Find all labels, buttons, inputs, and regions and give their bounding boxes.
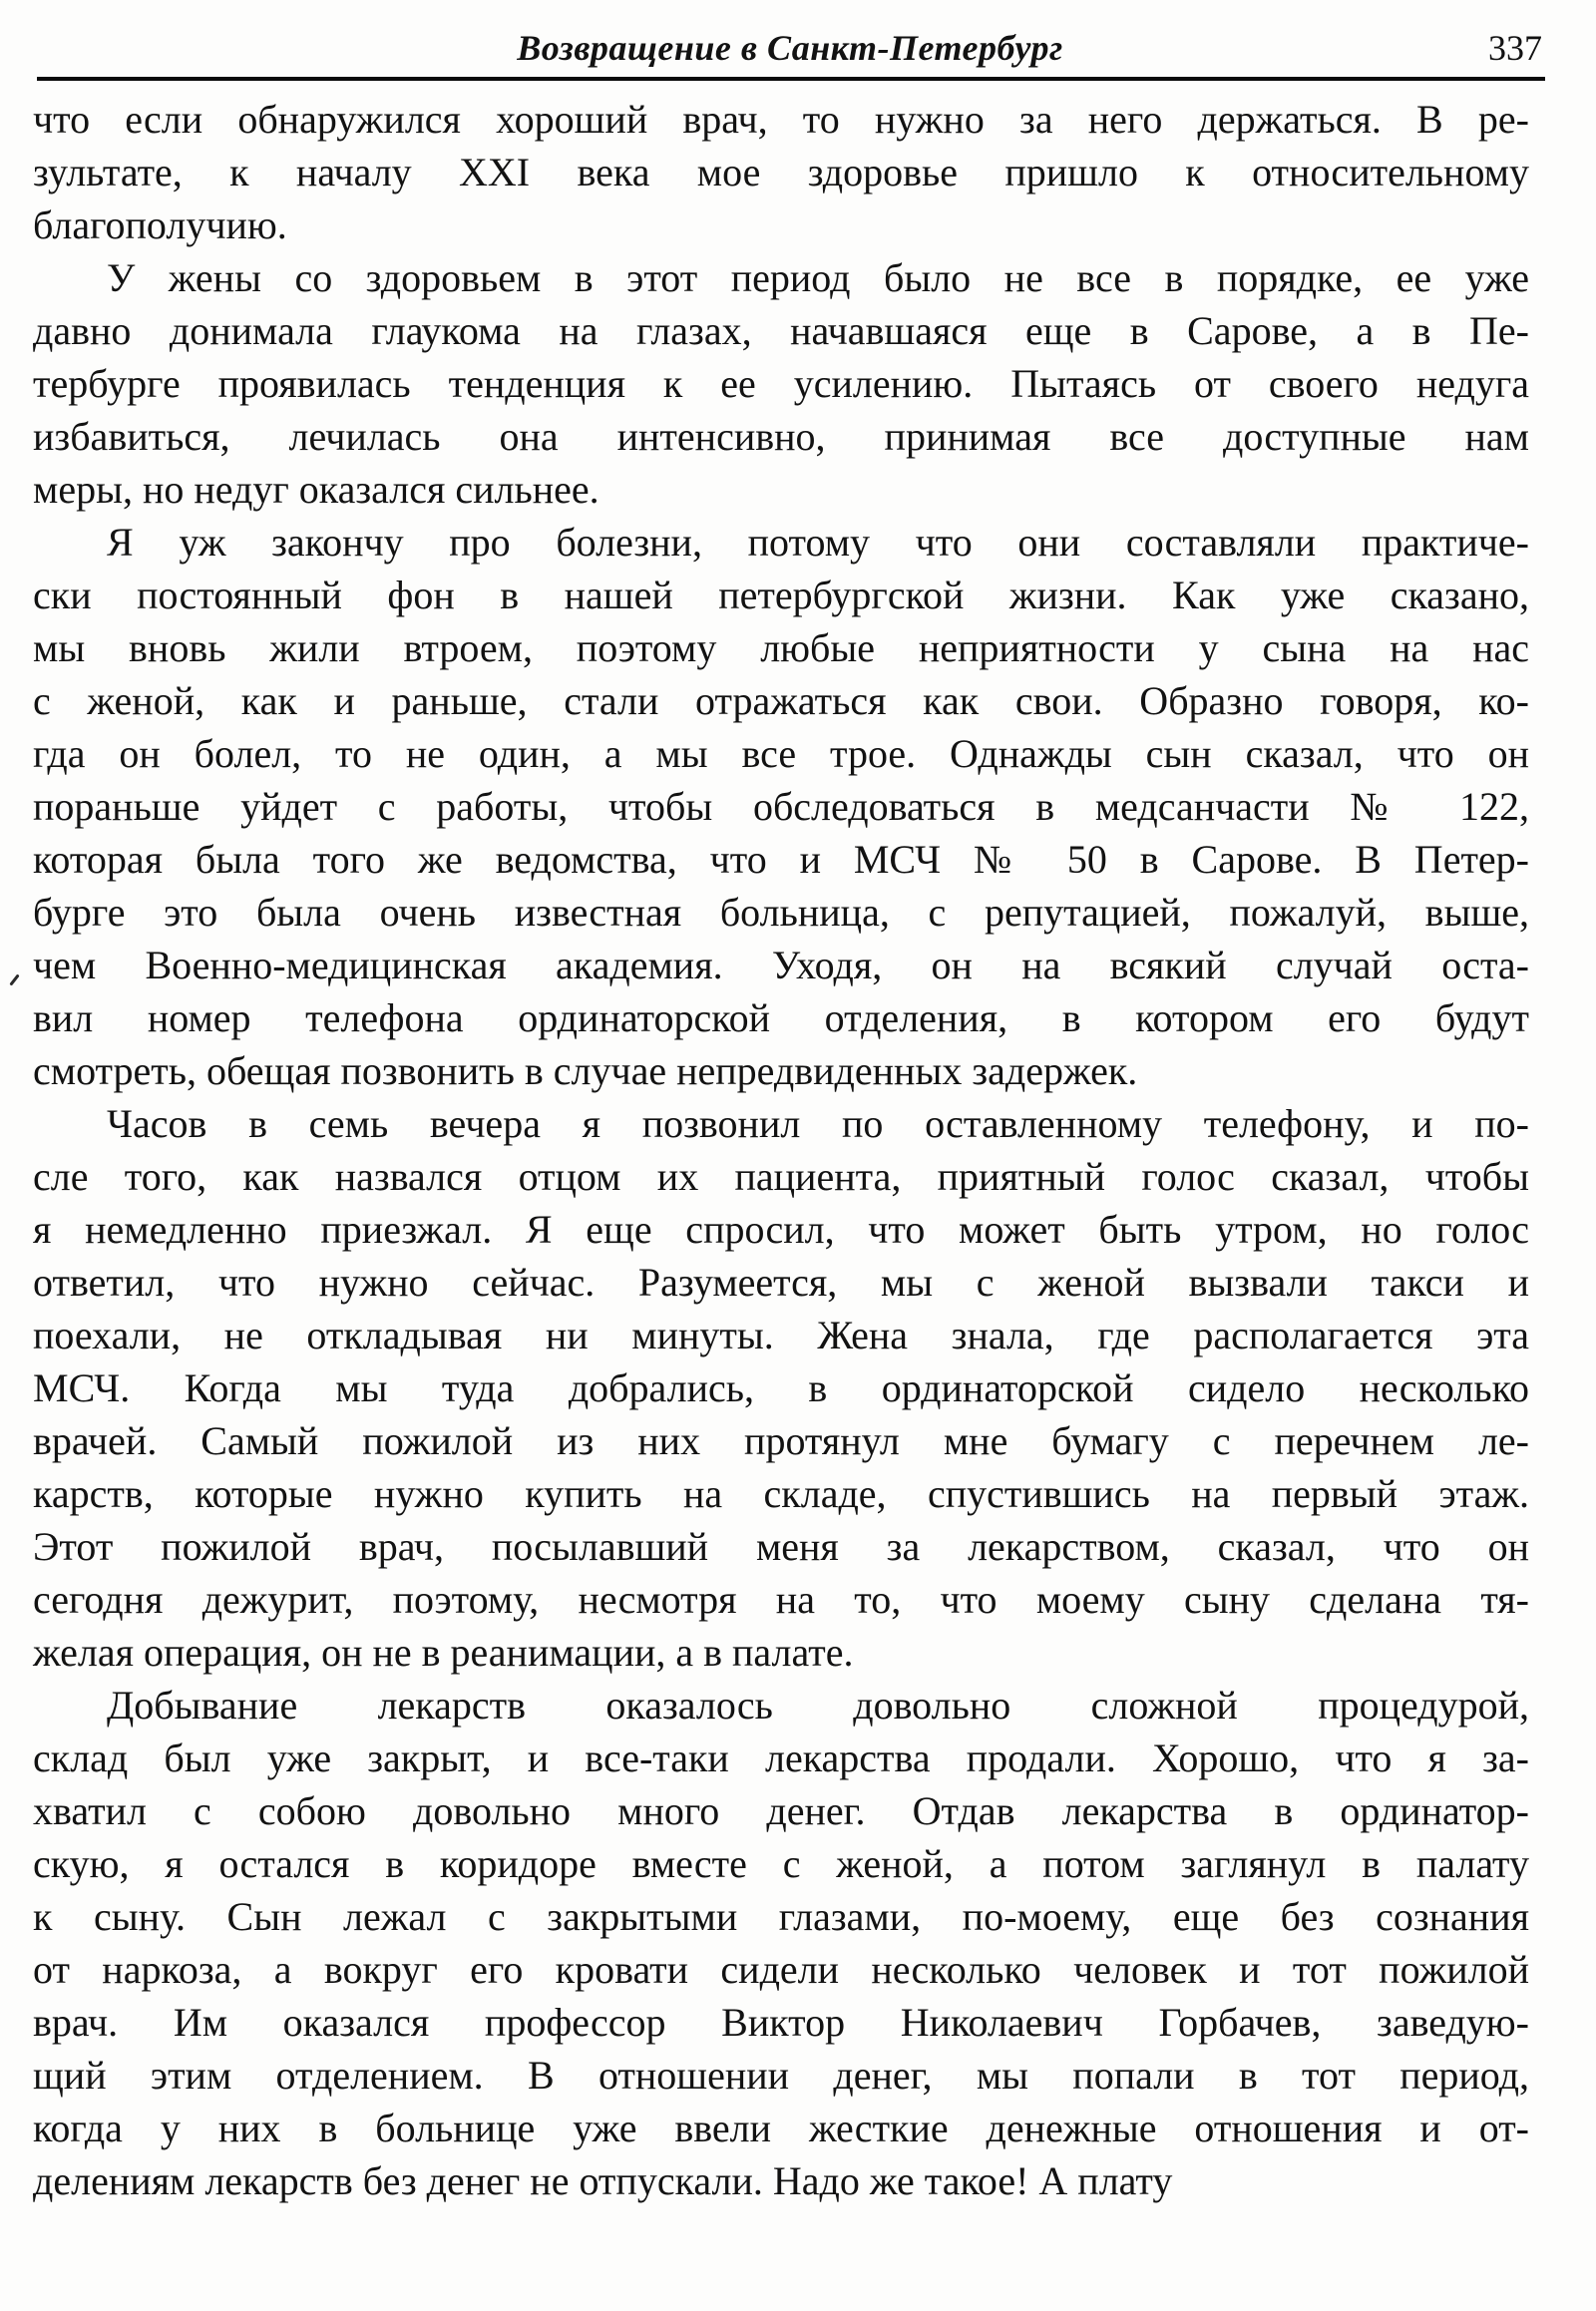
paragraph xyxy=(33,1679,1529,2207)
text-line: скую, я остался в коридоре вместе с женой, а потом заглянул в палату xyxy=(33,1841,1529,1886)
text-line: когда у них в больнице уже ввели жесткие денежные отношения и от- xyxy=(33,2106,1529,2150)
text-line: желая операция, он не в реанимации, а в палате. xyxy=(33,1630,854,1675)
text-line: к сыну. Сын лежал с закрытыми глазами, по-моему, еще без сознания xyxy=(33,1894,1529,1939)
text-line: вил номер телефона ординаторской отделения, в котором его будут xyxy=(33,995,1529,1040)
text-line: Часов в семь вечера я позвонил по оставленному телефону, и по- xyxy=(107,1101,1529,1146)
text-line: ски постоянный фон в нашей петербургской жизни. Как уже сказано, xyxy=(33,573,1529,617)
text-line: врач. Им оказался профессор Виктор Николаевич Горбачев, заведую- xyxy=(33,2000,1529,2045)
text-line: чем Военно-медицинская академия. Уходя, он на всякий случай оста- xyxy=(33,943,1529,987)
text-line: поехали, не откладывая ни минуты. Жена знала, где располагается эта xyxy=(33,1313,1529,1357)
text-line: гда он болел, то не один, а мы все трое. Однажды сын сказал, что он xyxy=(33,731,1529,776)
text-line: меры, но недуг оказался сильнее. xyxy=(33,467,599,512)
page-number: 337 xyxy=(1488,28,1542,68)
paragraph xyxy=(33,516,1529,1097)
text-line: врачей. Самый пожилой из них протянул мне бумагу с перечнем ле- xyxy=(33,1418,1529,1463)
text-line: что если обнаружился хороший врач, то нужно за него держаться. В ре- xyxy=(33,97,1529,142)
text-line: благополучию. xyxy=(33,202,287,247)
text-line: сегодня дежурит, поэтому, несмотря на то, что моему сыну сделана тя- xyxy=(33,1577,1529,1622)
text-line: бурге это была очень известная больница, с репутацией, пожалуй, выше, xyxy=(33,890,1529,935)
paragraph xyxy=(33,1097,1529,1679)
text-line: делениям лекарств без денег не отпускали. Надо же такое! А плату xyxy=(33,2158,1173,2203)
text-line: мы вновь жили втроем, поэтому любые неприятности у сына на нас xyxy=(33,625,1529,670)
text-line: сле того, как назвался отцом их пациента, приятный голос сказал, чтобы xyxy=(33,1154,1529,1199)
text-line: хватил с собою довольно много денег. Отдав лекарства в ординатор- xyxy=(33,1788,1529,1833)
text-line: Я уж закончу про болезни, потому что они составляли практиче- xyxy=(107,520,1529,565)
text-line: склад был уже закрыт, и все-таки лекарства продали. Хорошо, что я за- xyxy=(33,1735,1529,1780)
header-rule xyxy=(37,77,1545,81)
paragraph xyxy=(33,93,1529,251)
text-line: У жены со здоровьем в этот период было не все в порядке, ее уже xyxy=(107,255,1529,300)
text-line: от наркоза, а вокруг его кровати сидели несколько человек и тот пожилой xyxy=(33,1947,1529,1992)
body-text xyxy=(33,93,1529,2207)
text-line: МСЧ. Когда мы туда добрались, в ординаторской сидело несколько xyxy=(33,1365,1529,1410)
text-line: тербурге проявилась тенденция к ее усилению. Пытаясь от своего недуга xyxy=(33,361,1529,406)
text-line: зультате, к началу XXI века мое здоровье пришло к относительному xyxy=(33,150,1529,194)
text-line: Добывание лекарств оказалось довольно сложной процедурой, xyxy=(107,1683,1529,1728)
scan-artifact-mark xyxy=(9,973,19,985)
page-header xyxy=(36,27,1544,73)
running-title: Возвращение в Санкт-Петербург xyxy=(517,28,1063,68)
text-line: которая была того же ведомства, что и МСЧ № 50 в Сарове. В Петер- xyxy=(33,837,1529,882)
text-line: карств, которые нужно купить на складе, спустившись на первый этаж. xyxy=(33,1471,1529,1516)
text-line: смотреть, обещая позвонить в случае непредвиденных задержек. xyxy=(33,1048,1138,1093)
text-line: щий этим отделением. В отношении денег, мы попали в тот период, xyxy=(33,2053,1529,2098)
paragraph xyxy=(33,251,1529,516)
text-line: давно донимала глаукома на глазах, начавшаяся еще в Сарове, а в Пе- xyxy=(33,308,1529,353)
text-line: пораньше уйдет с работы, чтобы обследоваться в медсанчасти № 122, xyxy=(33,784,1529,829)
text-line: я немедленно приезжал. Я еще спросил, что может быть утром, но голос xyxy=(33,1207,1529,1252)
text-line: избавиться, лечилась она интенсивно, принимая все доступные нам xyxy=(33,414,1529,459)
text-line: с женой, как и раньше, стали отражаться как свои. Образно говоря, ко- xyxy=(33,678,1529,723)
text-line: ответил, что нужно сейчас. Разумеется, мы с женой вызвали такси и xyxy=(33,1260,1529,1305)
text-line: Этот пожилой врач, посылавший меня за лекарством, сказал, что он xyxy=(33,1524,1529,1569)
